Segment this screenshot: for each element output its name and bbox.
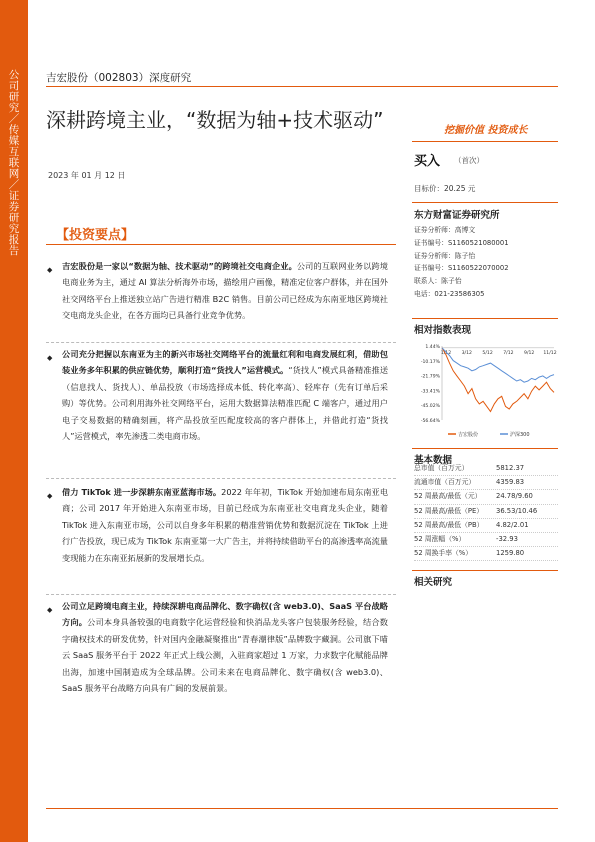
y-tick-label: -33.41% xyxy=(420,389,440,395)
diamond-bullet-icon: ◆ xyxy=(47,266,53,274)
stat-label: 52 周涨幅（%） xyxy=(414,534,466,543)
stat-value: 4359.83 xyxy=(496,478,525,487)
bullet-body: 2022 年年初，TikTok 开始加速布局东南亚电商；公司 2017 年开始进入东南亚市场，目前已经成为东南亚社交电商龙头企业，随着 TikTok 进入东南亚市场，公司以自身多年积累的精准营销优势和数据沉淀在 TikTok 上进行广告投放，现已成为 TikTok 东南亚第一大广告主，并将持续借助平台的高渗透率高流量变现能力在东南亚拓展新的发展增长点。 xyxy=(62,487,389,563)
stat-label: 流通市值（百万元） xyxy=(414,478,476,487)
stat-label: 总市值（百万元） xyxy=(414,464,469,472)
investment-divider xyxy=(46,244,396,245)
investment-bullet xyxy=(47,346,389,444)
stat-label: 52 周最高/最低（元） xyxy=(414,492,482,501)
series-line xyxy=(442,348,557,382)
diamond-bullet-icon: ◆ xyxy=(47,492,53,500)
y-tick-label: -10.17% xyxy=(420,359,440,365)
y-tick-label: -56.64% xyxy=(420,419,440,424)
sidebar-band xyxy=(0,0,28,842)
page-title: 深耕跨境主业，“数据为轴+技术驱动” xyxy=(46,108,384,132)
report-date: 2023 年 01 月 12 日 xyxy=(48,171,126,180)
bullet-separator xyxy=(46,342,396,343)
bullet-heading: 公司充分把握以东南亚为主的新兴市场社交网络平台的流量红利和电商发展红利，借助包装业务多年积累的供应链优势，顺利打造“货找人”运营模式。 xyxy=(62,349,388,376)
header-divider xyxy=(46,86,558,87)
sidebar-category-text: 公司研究／传媒互联网／证券研究报告 xyxy=(8,69,20,257)
diamond-bullet-icon: ◆ xyxy=(47,354,53,362)
report-company-header: 吉宏股份（002803）深度研究 xyxy=(46,72,192,84)
y-tick-label: -45.02% xyxy=(420,404,440,410)
table-row xyxy=(414,547,558,561)
table-row xyxy=(414,462,558,476)
related-section-title: 相关研究 xyxy=(414,577,453,588)
table-row xyxy=(414,519,558,533)
firm-divider xyxy=(412,202,558,203)
investment-bullet xyxy=(47,258,388,324)
series-line xyxy=(442,348,557,412)
table-row xyxy=(414,505,558,519)
analyst-line: 证券分析师：陈子怡 xyxy=(414,251,476,260)
legend-label: 沪深300 xyxy=(510,432,530,438)
stat-label: 52 周最高/最低（PE） xyxy=(414,506,484,515)
table-row xyxy=(414,490,558,504)
x-tick-label: 3/12 xyxy=(461,350,472,356)
footer-divider xyxy=(46,808,558,809)
basic-section-title: 基本数据 xyxy=(414,455,453,466)
y-tick-label: -21.79% xyxy=(420,374,440,380)
x-tick-label: 5/12 xyxy=(482,350,493,356)
chart-section-title: 相对指数表现 xyxy=(414,325,472,336)
bullet-body: 公司的互联网业务以跨境电商业务为主，通过 AI 算法分析海外市场，描绘用户画像，精准定位客户群体，并在国外社交网络平台上推送独立站广告进行精准 B2C 销售。目前公司已经成为东南亚地区跨境社交电商龙头企业，在各方面均已具备行业竞争优势。 xyxy=(62,261,388,321)
relative-index-chart xyxy=(412,340,558,445)
bullet-heading: 吉宏股份是一家以“数据为轴、技术驱动”的跨境社交电商企业。 xyxy=(62,261,297,271)
bullet-heading: 借力 TikTok 进一步深耕东南亚蓝海市场。 xyxy=(62,487,222,497)
stat-value: 1259.80 xyxy=(496,549,525,558)
analyst-line: 电话：021-23586305 xyxy=(414,289,485,298)
rating-label: 买入 xyxy=(414,154,441,169)
bullet-heading: 公司立足跨境电商主业，持续深耕电商品牌化、数字确权(含 web3.0)、SaaS 平台战略方向。 xyxy=(62,601,388,628)
investment-bullet xyxy=(47,484,389,566)
x-tick-label: 7/12 xyxy=(503,350,514,356)
analyst-line: 证书编号：S1160522070002 xyxy=(414,264,509,273)
bullet-body: 公司本身具备较强的电商数字化运营经验和快消品龙头客户包装服务经验，结合数字确权技术的研发优势，针对国内金融凝聚推出“青春潮律版”品牌数字藏洞。公司旗下喵云 SaaS 服务平台于 2022 年正式上线公测，入驻商家超过 1 万家，力求数字化赋能品牌出海，加速中国制造成为全球品牌。公司未来在电商品牌化、数字确权(含 web3.0)、SaaS 服务平台战略方向具有广阔的发展前景。 xyxy=(62,617,388,694)
basic-data-table xyxy=(414,462,558,561)
analyst-list xyxy=(414,224,558,301)
analyst-line: 证书编号：S1160521080001 xyxy=(414,238,509,247)
investment-bullet xyxy=(47,598,388,696)
stat-value: 4.82/2.01 xyxy=(496,520,529,529)
section-divider xyxy=(412,570,558,571)
rating-sub: （首次） xyxy=(454,156,484,165)
slogan: 挖掘价值 投资成长 xyxy=(444,125,528,136)
y-tick-label: 1.44% xyxy=(425,345,440,350)
investment-heading: 【投资要点】 xyxy=(56,228,135,243)
x-tick-label: 11/12 xyxy=(543,350,557,356)
bullet-separator xyxy=(46,594,396,595)
diamond-bullet-icon: ◆ xyxy=(47,606,53,614)
target-price: 目标价：20.25 元 xyxy=(414,184,476,193)
analyst-line: 证券分析师：高博文 xyxy=(414,226,476,234)
section-divider xyxy=(412,318,558,319)
x-tick-label: 1/12 xyxy=(440,350,452,356)
stat-label: 52 周最高/最低（PB） xyxy=(414,520,484,529)
section-divider xyxy=(412,448,558,449)
bullet-separator xyxy=(46,478,396,479)
stat-value: 36.53/10.46 xyxy=(496,506,538,515)
legend-label: 吉宏股份 xyxy=(458,432,479,438)
table-row xyxy=(414,476,558,490)
bullet-body: “货找人”模式具备精准推送（信息找人、货找人）、单品投放（市场选择成本低、转化率高）、轻库存（先有订单后采购）等优势。公司利用海外社交网络平台，运用大数据算法精准匹配 C 端客户，通过用户电子交易数据的精确刻画，将产品投放至匹配度较高的客户群体上，并借此打造“货找人”运营模式，率先渗透二类电商市场。 xyxy=(62,365,389,442)
stat-value: 24.78/9.60 xyxy=(496,492,533,501)
x-tick-label: 9/12 xyxy=(524,350,535,356)
stat-value: 5812.37 xyxy=(496,464,525,472)
firm-name: 东方财富证券研究所 xyxy=(414,210,500,221)
table-row xyxy=(414,533,558,547)
analyst-line: 联系人：陈子怡 xyxy=(414,277,462,286)
stat-value: -32.93 xyxy=(496,534,518,543)
stat-label: 52 周换手率（%） xyxy=(414,549,473,558)
